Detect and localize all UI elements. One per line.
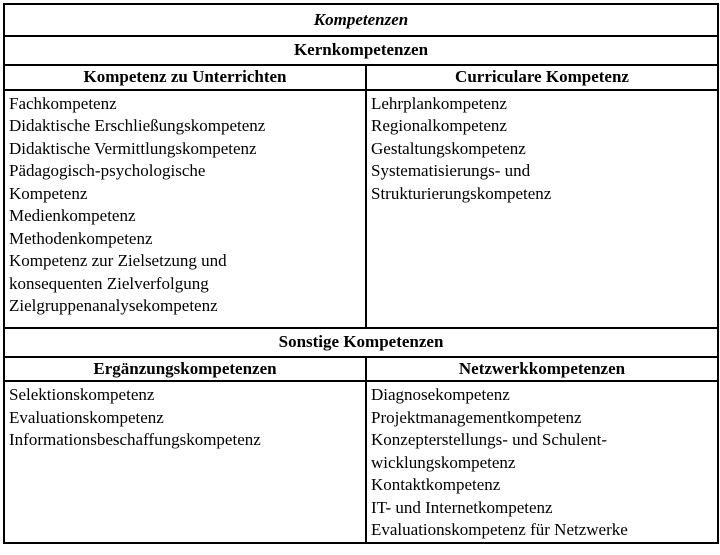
table-title: Kompetenzen xyxy=(4,4,718,36)
column-header-row xyxy=(4,65,718,90)
list-item: Evaluationskompetenz für Netzwerke xyxy=(371,520,628,539)
content-cell xyxy=(4,381,366,543)
list-item: Gestaltungskompetenz xyxy=(371,138,526,158)
list-item: Konzepterstellungs- und Schulent- xyxy=(371,430,608,449)
section-heading-row xyxy=(4,36,718,65)
section-heading-sonstige: Sonstige Kompetenzen xyxy=(4,328,718,357)
list-item: Medienkompetenz xyxy=(9,206,136,225)
competence-table xyxy=(3,3,719,544)
column-header: Kompetenz zu Unterrichten xyxy=(4,65,366,90)
section-heading-row xyxy=(4,328,718,357)
column-header: Ergänzungskompetenzen xyxy=(4,357,366,382)
title-row xyxy=(4,4,718,36)
list-item: Evaluationskompetenz xyxy=(9,407,164,427)
list-item: Selektionskompetenz xyxy=(9,385,155,404)
list-item: konsequenten Zielverfolgung xyxy=(9,273,209,293)
list-item: Projektmanagementkompetenz xyxy=(371,407,582,427)
list-item: Systematisierungs- und xyxy=(371,161,531,180)
list-item: Kontaktkompetenz xyxy=(371,475,501,494)
list-item: Kompetenz xyxy=(9,183,88,203)
column-header-row xyxy=(4,357,718,382)
section-heading-kern: Kernkompetenzen xyxy=(4,36,718,65)
list-item: Didaktische Vermittlungskompetenz xyxy=(9,138,257,158)
content-row xyxy=(4,90,718,328)
list-item: Fachkompetenz xyxy=(9,93,117,113)
list-item: Zielgruppenanalysekompetenz xyxy=(9,296,218,315)
list-item: Methodenkompetenz xyxy=(9,228,153,248)
list-item: Regionalkompetenz xyxy=(371,116,507,135)
list-item: wicklungskompetenz xyxy=(371,452,516,472)
list-item: Diagnosekompetenz xyxy=(371,385,510,404)
content-cell xyxy=(366,90,718,328)
column-header: Curriculare Kompetenz xyxy=(366,65,718,90)
list-item: Kompetenz zur Zielsetzung und xyxy=(9,251,227,270)
content-row xyxy=(4,381,718,543)
list-item: Strukturierungskompetenz xyxy=(371,183,552,203)
content-cell xyxy=(4,90,366,328)
list-item: Lehrplankompetenz xyxy=(371,93,507,113)
list-item: IT- und Internetkompetenz xyxy=(371,497,553,517)
list-item: Pädagogisch-psychologische xyxy=(9,161,206,180)
list-item: Informationsbeschaffungskompetenz xyxy=(9,430,261,449)
column-header: Netzwerkkompetenzen xyxy=(366,357,718,382)
content-cell xyxy=(366,381,718,543)
list-item: Didaktische Erschließungskompetenz xyxy=(9,116,266,135)
